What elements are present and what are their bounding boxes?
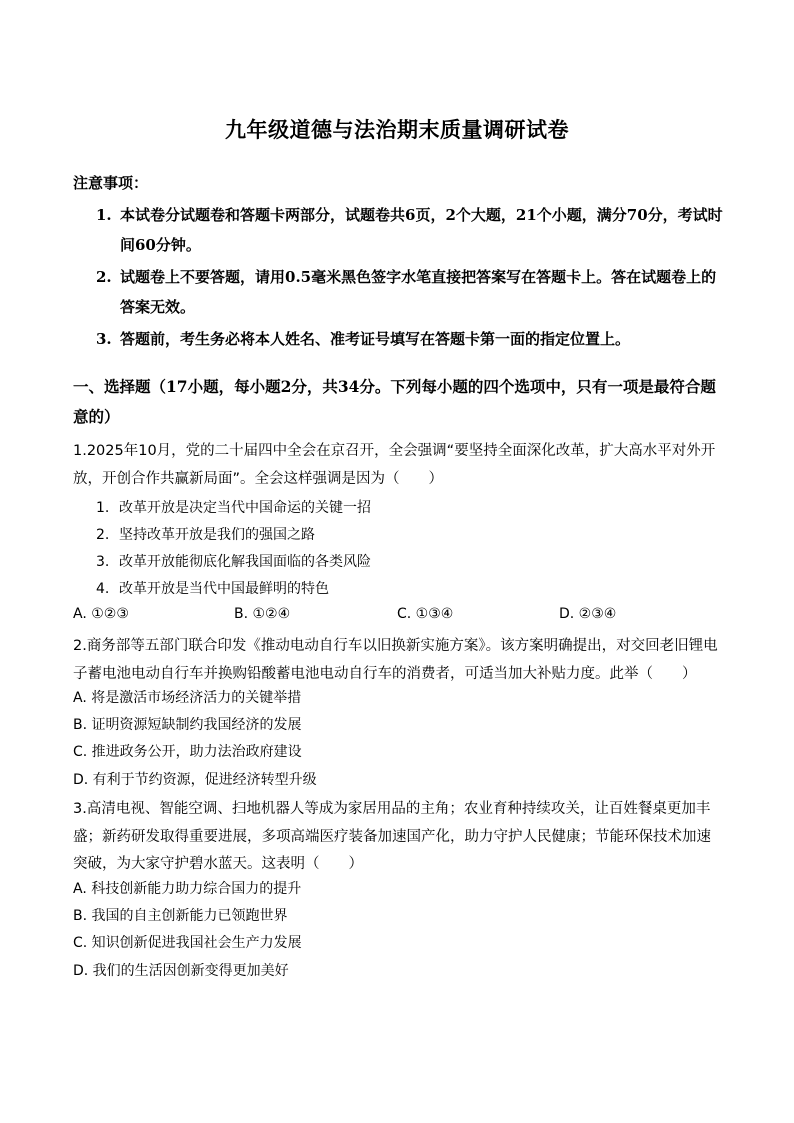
- page-title: 九年级道德与法治期末质量调研试卷: [225, 117, 569, 142]
- choice-a[interactable]: A. ①②③: [73, 606, 129, 622]
- choice-c[interactable]: C. 推进政务公开，助力法治政府建设: [73, 744, 302, 760]
- choice-a[interactable]: A. 将是激活市场经济活力的关键举措: [73, 690, 302, 706]
- choice-c[interactable]: C. ①③④: [397, 606, 454, 622]
- note-number: 2.: [96, 268, 112, 286]
- statement-number: 4.: [96, 581, 110, 597]
- statement-text: 坚持改革开放是我们的强国之路: [119, 527, 315, 543]
- question-stem: 3.高清电视、智能空调、扫地机器人等成为家居用品的主角；农业育种持续攻关，让百姓餐桌更加丰盛；新药研发取得重要进展，多项高端医疗装备加速国产化，助力守护人民健康；节能环保技术加速突破，为大家守护碧水蓝天。这表明（ ）: [73, 801, 711, 872]
- note-number: 3.: [96, 330, 112, 348]
- choice-a[interactable]: A. 科技创新能力助力综合国力的提升: [73, 881, 302, 897]
- note-item: [96, 200, 726, 260]
- statement-item: [96, 497, 371, 517]
- note-text: 本试卷分试题卷和答题卡两部分，试题卷共6页，2个大题，21个小题，满分70分，考试时间60分钟。: [120, 206, 723, 254]
- section-heading: 一、选择题（17小题，每小题2分，共34分。下列每小题的四个选项中，只有一项是最符合题意的）: [73, 377, 716, 426]
- note-number: 1.: [96, 206, 112, 224]
- choice-d[interactable]: D. 我们的生活因创新变得更加美好: [73, 963, 289, 979]
- statement-text: 改革开放是当代中国最鲜明的特色: [119, 581, 329, 597]
- choice-c[interactable]: C. 知识创新促进我国社会生产力发展: [73, 935, 302, 951]
- statement-number: 2.: [96, 527, 110, 543]
- statement-text: 改革开放能彻底化解我国面临的各类风险: [119, 554, 371, 570]
- choice-b[interactable]: B. ①②④: [234, 606, 291, 622]
- choice-b[interactable]: B. 证明资源短缺制约我国经济的发展: [73, 717, 302, 733]
- note-text: 试题卷上不要答题，请用0.5毫米黑色签字水笔直接把答案写在答题卡上。答在试题卷上的答案无效。: [120, 268, 717, 316]
- statement-number: 1.: [96, 500, 110, 516]
- notes-heading: 注意事项：: [73, 174, 149, 192]
- statement-item: [96, 524, 315, 544]
- choice-d[interactable]: D. ②③④: [559, 606, 617, 622]
- question-stem: 1.2025年10月，党的二十届四中全会在京召开，全会强调“要坚持全面深化改革，扩大高水平对外开放，开创合作共赢新局面”。全会这样强调是因为（ ）: [73, 443, 716, 487]
- question-stem: 2.商务部等五部门联合印发《推动电动自行车以旧换新实施方案》。该方案明确提出，对交回老旧锂电子蓄电池电动自行车并换购铅酸蓄电池电动自行车的消费者，可适当加大补贴力度。此举（ ）: [73, 638, 718, 682]
- choice-b[interactable]: B. 我国的自主创新能力已领跑世界: [73, 908, 288, 924]
- note-item: [96, 262, 726, 322]
- statement-text: 改革开放是决定当代中国命运的关键一招: [119, 500, 371, 516]
- choice-d[interactable]: D. 有利于节约资源，促进经济转型升级: [73, 772, 317, 788]
- note-text: 答题前，考生务必将本人姓名、准考证号填写在答题卡第一面的指定位置上。: [120, 330, 631, 348]
- statement-item: [96, 578, 329, 598]
- statement-number: 3.: [96, 554, 110, 570]
- statement-item: [96, 551, 371, 571]
- note-item: [96, 324, 726, 354]
